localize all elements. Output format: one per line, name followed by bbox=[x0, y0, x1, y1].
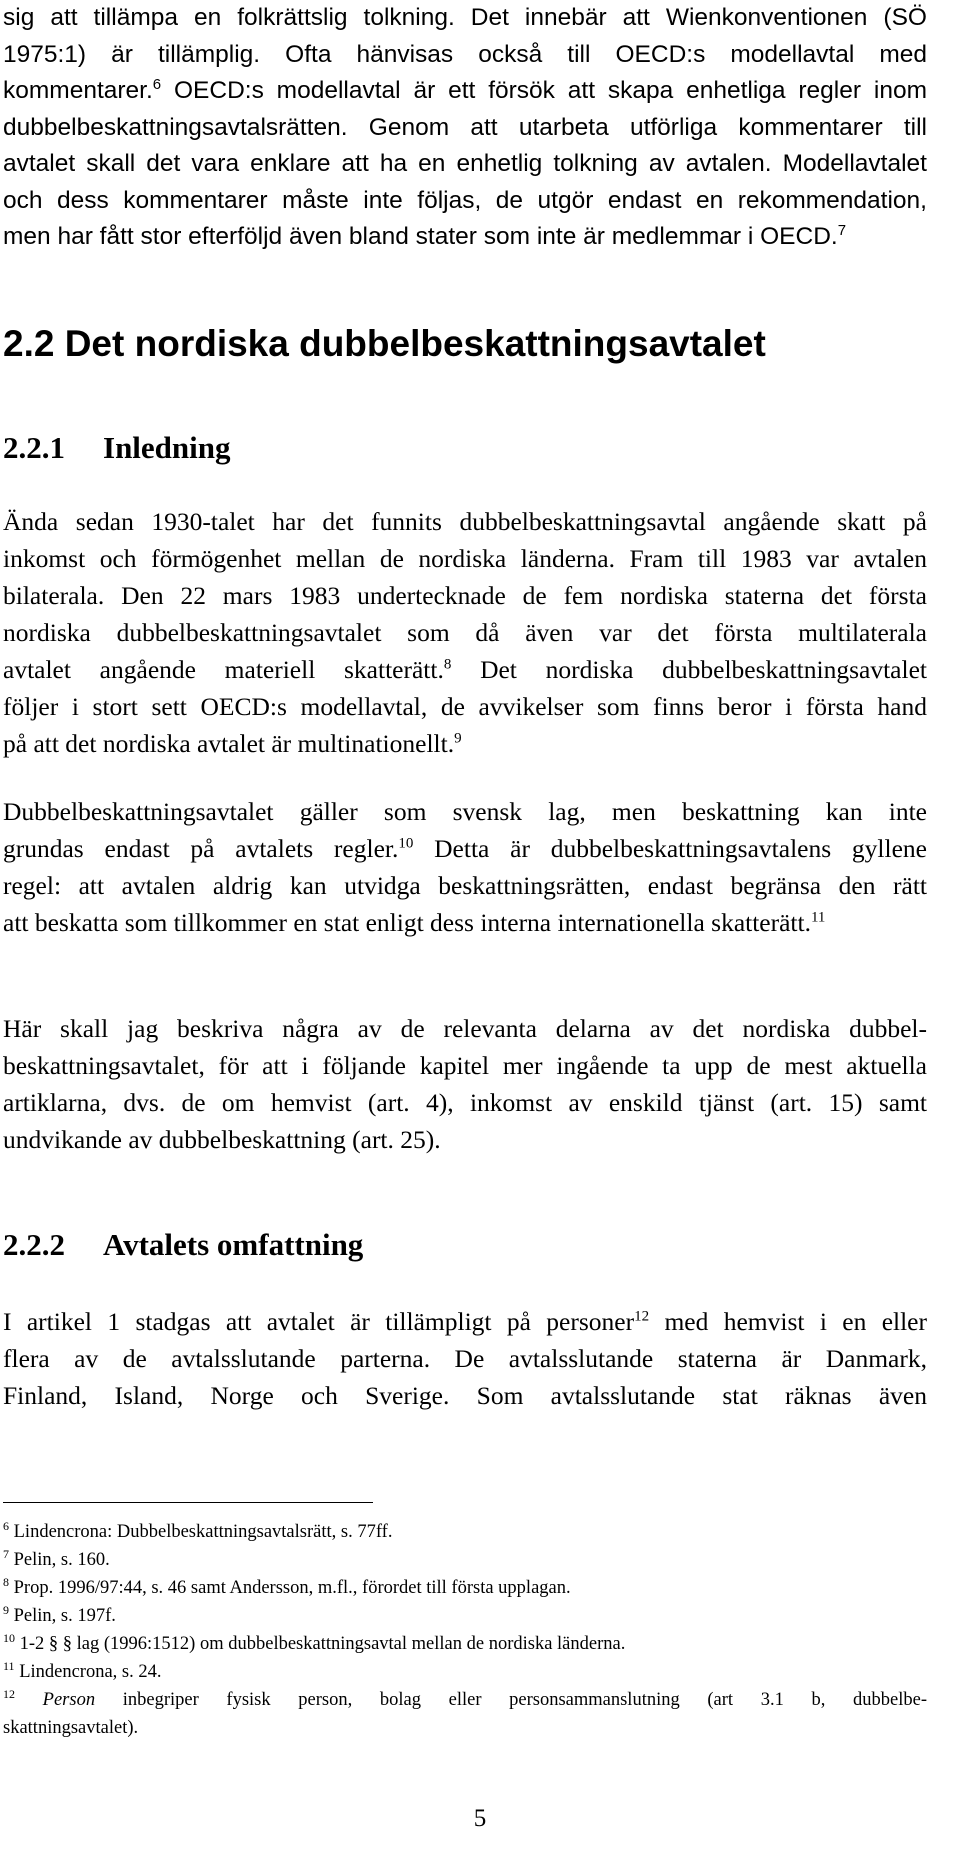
p4-line-1-text-b: med hemvist i en eller bbox=[649, 1307, 927, 1336]
intro-line-4-text-b: Genom att utarbeta utförliga kommentarer till bbox=[347, 113, 927, 141]
p3-line-1: Här skall jag beskriva några av de relevanta delarna av det nordiska dubbel- bbox=[3, 1014, 927, 1043]
p3-line-3: artiklarna, dvs. de om hemvist (art. 4), inkomst av enskild tjänst (art. 15) samt bbox=[3, 1088, 927, 1117]
p1-line-3: bilaterala. Den 22 mars 1983 undertecknade de fem nordiska staterna det första bbox=[3, 581, 927, 610]
intro-line-1: sig att tillämpa en folkrättslig tolkning. Det innebär att Wienkonventionen (SÖ bbox=[3, 4, 927, 31]
paragraph-inledning-1 bbox=[3, 503, 927, 762]
footnote-ref-11[interactable]: 11 bbox=[810, 909, 826, 926]
footnote-number: 8 bbox=[3, 1574, 9, 1589]
intro-line-4-text-a: dubbelbeskattningsavtalsrätten. bbox=[3, 113, 348, 141]
p4-line-3: Finland, Island, Norge och Sverige. Som avtalsslutande stat räknas även bbox=[3, 1381, 927, 1410]
footnote-ref-8[interactable]: 8 bbox=[443, 656, 452, 673]
p3-line-4: undvikande av dubbelbeskattning (art. 25). bbox=[3, 1125, 441, 1154]
section-heading-2-2-1 bbox=[3, 428, 231, 468]
p2-line-4-text: att beskatta som tillkommer en stat enligt dess interna internationella skatterätt. bbox=[3, 908, 811, 937]
p2-line-4 bbox=[3, 904, 927, 941]
footnote-number: 11 bbox=[3, 1658, 15, 1673]
p2-line-2-text-b: Detta är dubbelbeskattningsavtalens gyllene bbox=[413, 834, 927, 863]
footnote-12-line-2: skattningsavtalet). bbox=[3, 1718, 139, 1738]
heading-title: Avtalets omfattning bbox=[103, 1227, 364, 1262]
footnote-ref-7[interactable]: 7 bbox=[837, 221, 847, 239]
footnote-11 bbox=[3, 1658, 927, 1686]
footnote-number: 10 bbox=[3, 1630, 15, 1645]
intro-line-3-text-a: kommentarer. bbox=[3, 77, 153, 104]
p4-line-1-text-a: I artikel 1 stadgas att avtalet är tillämpligt på personer bbox=[3, 1307, 635, 1336]
footnote-text: Prop. 1996/97:44, s. 46 samt Andersson, m.fl., förordet till första upplagan. bbox=[9, 1578, 571, 1598]
footnote-9 bbox=[3, 1602, 927, 1630]
p3-line-2: beskattningsavtalet, för att i följande kapitel mer ingående ta upp de mest aktuella bbox=[3, 1051, 927, 1080]
footnote-ref-12[interactable]: 12 bbox=[634, 1308, 650, 1325]
p2-line-2 bbox=[3, 830, 927, 867]
intro-line-7-text: men har fått stor efterföljd även bland stater som inte är medlemmar i OECD. bbox=[3, 223, 838, 250]
footnote-6 bbox=[3, 1518, 927, 1546]
intro-line-7 bbox=[3, 219, 927, 256]
p1-line-4: nordiska dubbelbeskattningsavtalet som då även var det första multilaterala bbox=[3, 618, 927, 647]
intro-line-6: och dess kommentarer måste inte följas, de utgör endast en rekommendation, bbox=[3, 186, 927, 214]
footnote-text: 1-2 § § lag (1996:1512) om dubbelbeskattningsavtal mellan de nordiska länderna. bbox=[15, 1634, 626, 1654]
footnote-text: Pelin, s. 160. bbox=[9, 1550, 110, 1570]
footnote-12-line-1 bbox=[3, 1686, 927, 1714]
section-heading-2-2-2 bbox=[3, 1225, 363, 1265]
footnote-number: 9 bbox=[3, 1602, 9, 1617]
footnote-list bbox=[3, 1518, 927, 1742]
page-number: 5 bbox=[473, 1805, 487, 1832]
footnote-text: Lindencrona: Dubbelbeskattningsavtalsrätt, s. 77ff. bbox=[9, 1522, 393, 1542]
footnote-text: Lindencrona, s. 24. bbox=[14, 1662, 162, 1682]
intro-line-5: avtalet skall det vara enklare att ha en enhetlig tolkning av avtalen. Modellavtalet bbox=[3, 150, 927, 177]
footnote-12 bbox=[3, 1686, 927, 1742]
footnote-separator bbox=[3, 1502, 373, 1503]
footnote-text: Pelin, s. 197f. bbox=[9, 1606, 116, 1626]
section-heading-2-2: 2.2 Det nordiska dubbelbeskattningsavtalet bbox=[3, 323, 766, 364]
intro-line-3-text-b: OECD:s modellavtal är ett försök att skapa enhetliga regler inom bbox=[161, 77, 927, 104]
p1-line-1: Ända sedan 1930-talet har det funnits dubbelbeskattningsavtal angående skatt på bbox=[3, 507, 927, 536]
intro-line-4 bbox=[3, 110, 927, 147]
footnote-number: 6 bbox=[3, 1518, 9, 1533]
intro-line-3 bbox=[3, 73, 927, 110]
p1-line-7-text: på att det nordiska avtalet är multinationellt. bbox=[3, 729, 455, 758]
p2-line-2-text-a: grundas endast på avtalets regler. bbox=[3, 834, 399, 863]
footnote-ref-10[interactable]: 10 bbox=[398, 835, 414, 852]
p1-line-7 bbox=[3, 725, 927, 762]
footnote-10 bbox=[3, 1630, 927, 1658]
footnote-ref-6[interactable]: 6 bbox=[152, 75, 162, 93]
paragraph-inledning-3 bbox=[3, 1010, 927, 1158]
p4-line-1 bbox=[3, 1303, 927, 1340]
paragraph-avtalets-omfattning bbox=[3, 1303, 927, 1414]
footnote-8 bbox=[3, 1574, 927, 1602]
footnote-number: 12 bbox=[3, 1686, 15, 1701]
intro-line-2: 1975:1) är tillämplig. Ofta hänvisas också till OECD:s modellavtal med bbox=[3, 40, 927, 68]
footnote-ref-9[interactable]: 9 bbox=[454, 730, 462, 747]
p2-line-3: regel: att avtalen aldrig kan utvidga beskattningsrätten, endast begränsa den rätt bbox=[3, 871, 927, 900]
footnote-number: 7 bbox=[3, 1546, 9, 1561]
p1-line-5-text-a: avtalet angående materiell skatterätt. bbox=[3, 655, 444, 684]
p1-line-5-text-b: Det nordiska dubbelbeskattningsavtalet bbox=[451, 655, 927, 684]
heading-number: 2.2.1 bbox=[3, 430, 65, 465]
p1-line-2: inkomst och förmögenhet mellan de nordiska länderna. Fram till 1983 var avtalen bbox=[3, 544, 927, 573]
p1-line-6: följer i stort sett OECD:s modellavtal, de avvikelser som finns beror i första hand bbox=[3, 692, 927, 721]
heading-number: 2.2.2 bbox=[3, 1227, 65, 1262]
p4-line-2: flera av de avtalsslutande parterna. De avtalsslutande staterna är Danmark, bbox=[3, 1344, 927, 1373]
intro-paragraph bbox=[3, 0, 927, 256]
p1-line-5 bbox=[3, 651, 927, 688]
heading-title: Inledning bbox=[103, 430, 231, 465]
footnote-12-italic-term: Person bbox=[42, 1690, 96, 1710]
paragraph-inledning-2 bbox=[3, 793, 927, 941]
footnote-7 bbox=[3, 1546, 927, 1574]
footnote-12-text-a: inbegriper fysisk person, bolag eller personsammanslutning (art 3.1 b, dubbelbe- bbox=[95, 1690, 927, 1710]
p2-line-1: Dubbelbeskattningsavtalet gäller som svensk lag, men beskattning kan inte bbox=[3, 797, 927, 826]
